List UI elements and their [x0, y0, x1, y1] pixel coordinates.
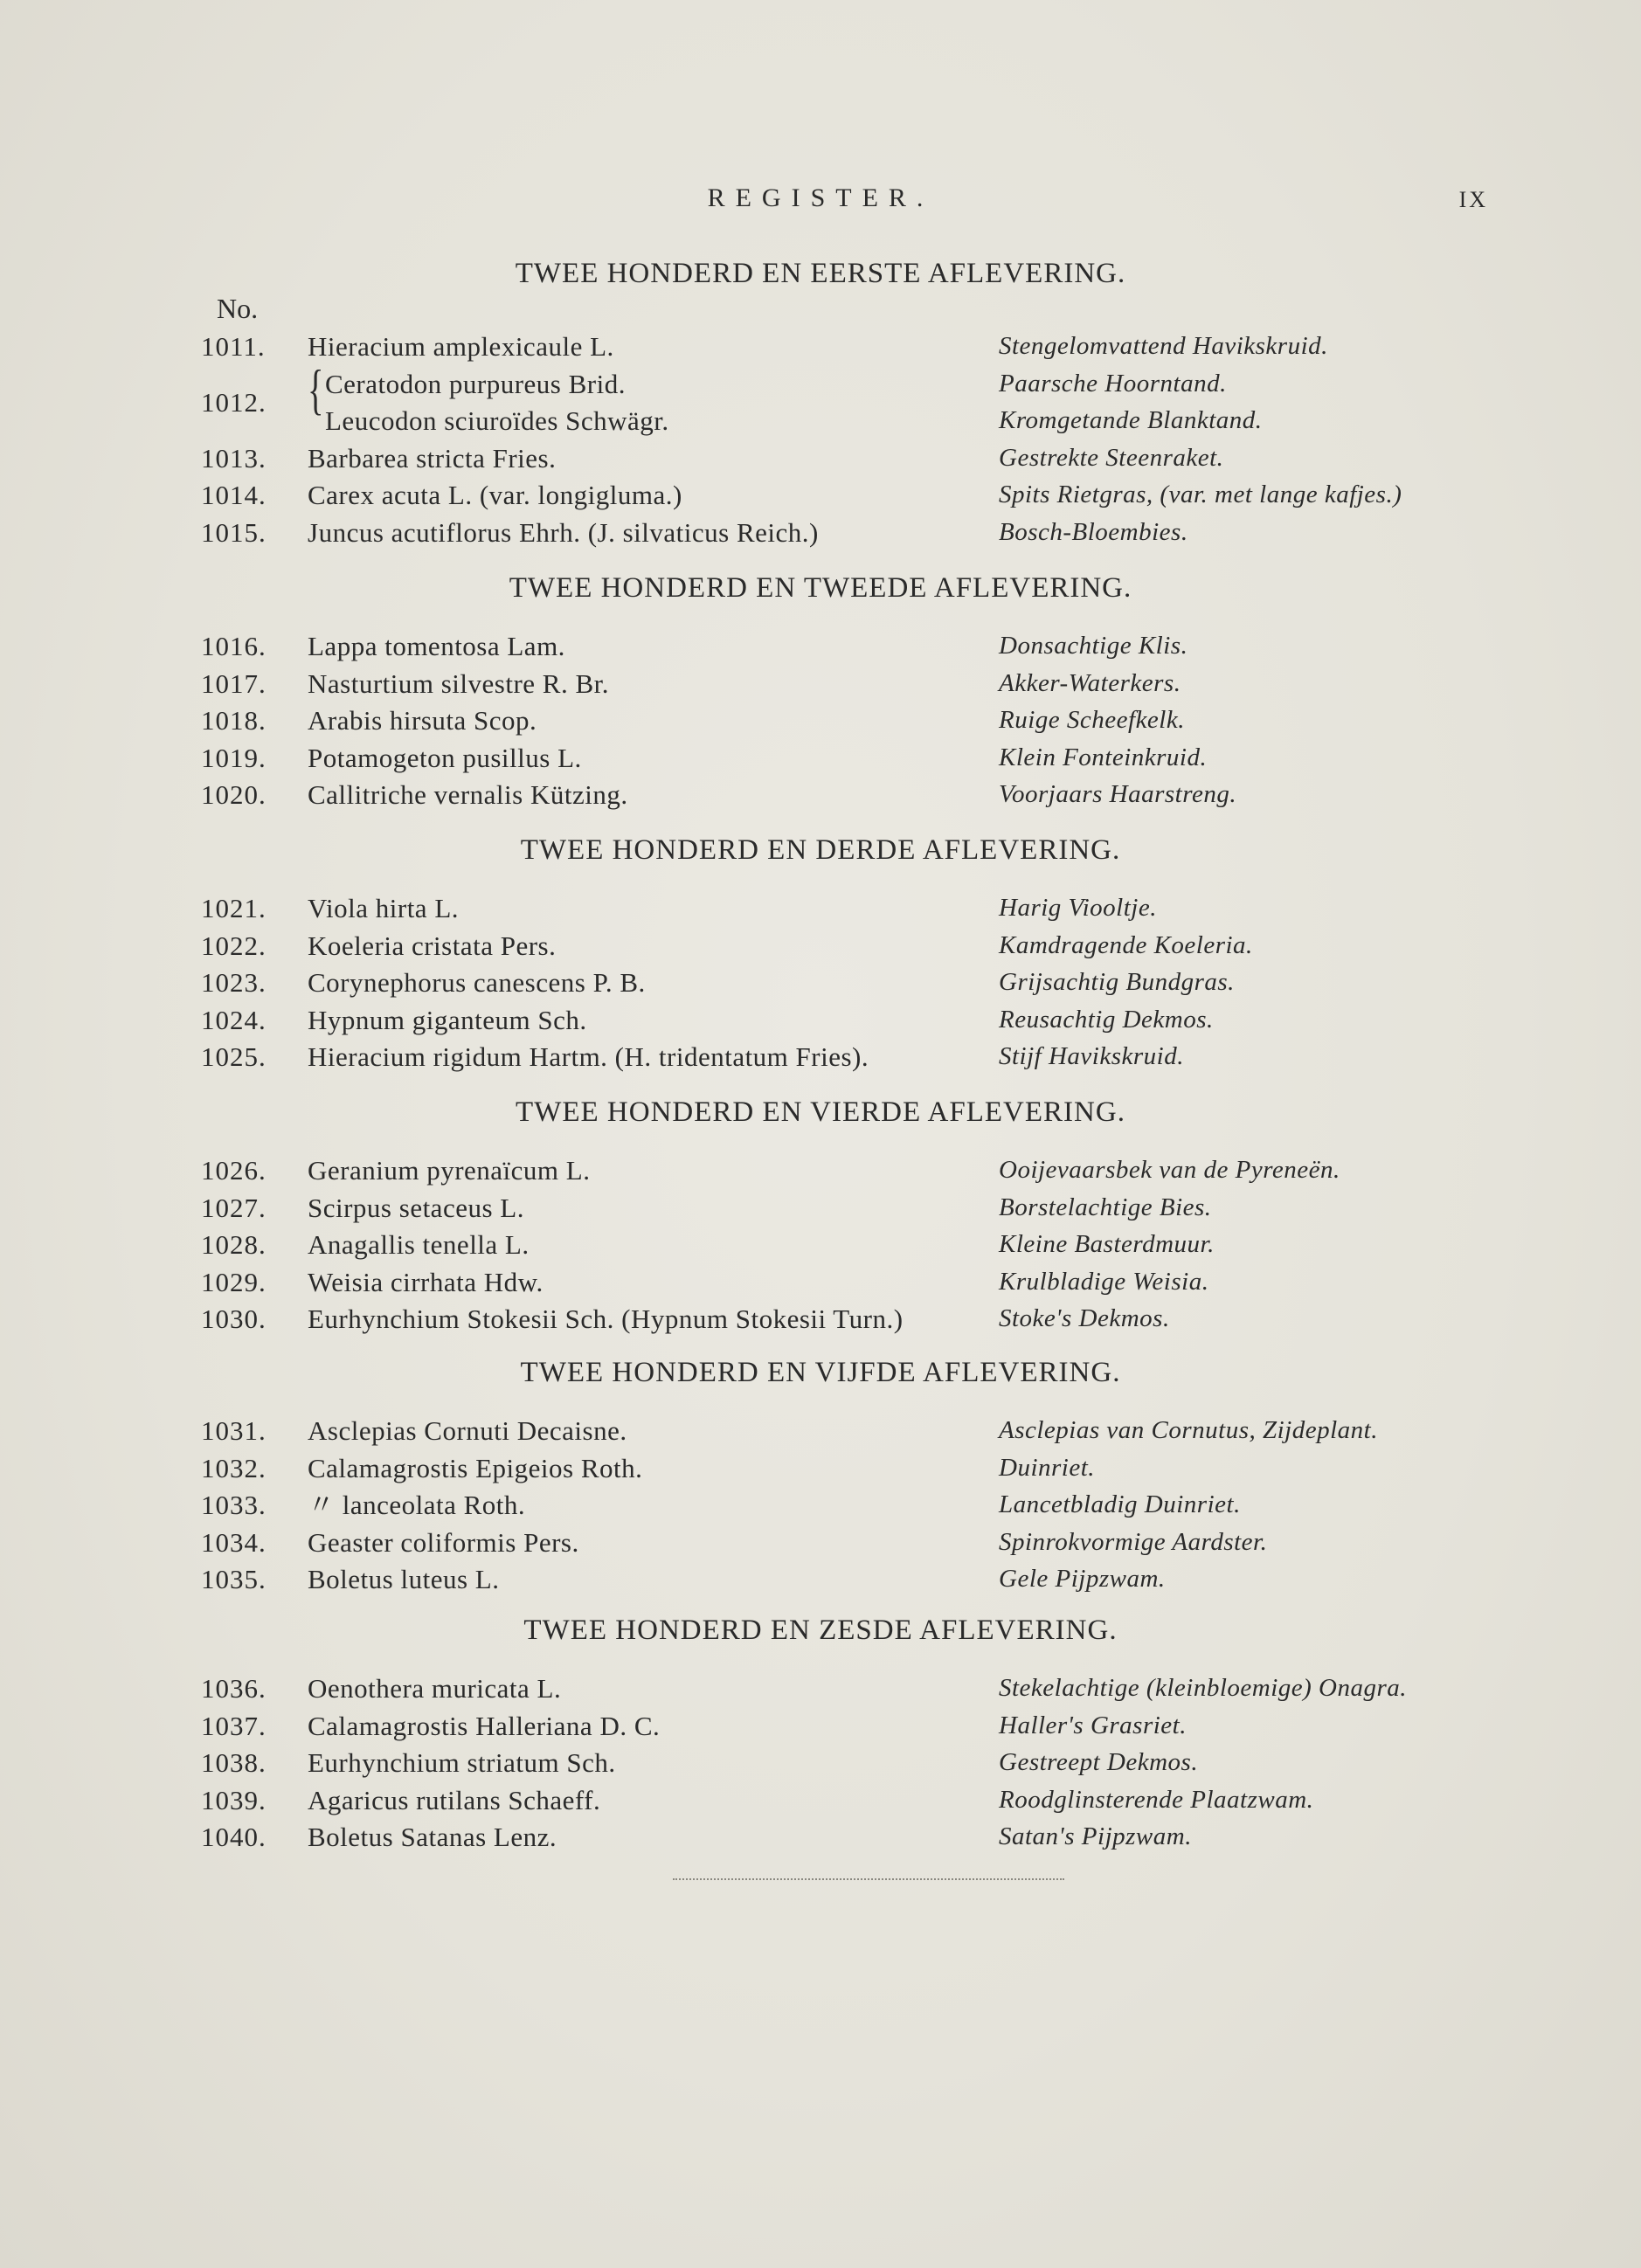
dutch-name: Harig Viooltje. — [999, 894, 1157, 922]
register-entry — [0, 889, 1641, 927]
register-entry — [0, 1560, 1641, 1598]
latin-name: Calamagrostis Halleriana D. C. — [308, 1710, 661, 1741]
entry-number: 1038. — [201, 1747, 267, 1778]
entry-number: 1024. — [201, 1004, 267, 1035]
register-entry — [0, 964, 1641, 1001]
dutch-name: Stoke's Dekmos. — [999, 1304, 1170, 1332]
latin-name: Leucodon sciuroïdes Schwägr. — [325, 405, 669, 436]
dutch-name: Haller's Grasriet. — [999, 1711, 1187, 1739]
register-entry — [0, 1524, 1641, 1561]
register-entry — [0, 476, 1641, 514]
latin-name: Boletus Satanas Lenz. — [308, 1822, 557, 1852]
dutch-name: Stengelomvattend Havikskruid. — [999, 332, 1328, 360]
entry-number: 1037. — [201, 1710, 267, 1741]
section-title: TWEE HONDERD EN VIERDE AFLEVERING. — [516, 1096, 1125, 1128]
register-entry — [0, 1189, 1641, 1227]
dutch-name: Grijsachtig Bundgras. — [999, 968, 1235, 996]
entry-number: 1023. — [201, 967, 267, 998]
latin-name: Juncus acutiflorus Ehrh. (J. silvaticus Reich.) — [308, 516, 819, 548]
register-entry — [0, 1001, 1641, 1039]
register-entry — [0, 1818, 1641, 1856]
entry-number: 1013. — [201, 442, 267, 474]
entry-number: 1032. — [201, 1452, 267, 1483]
latin-name: Geaster coliformis Pers. — [308, 1526, 579, 1558]
dutch-name: Stekelachtige (kleinbloemige) Onagra. — [999, 1674, 1408, 1702]
dutch-name: Krulbladige Weisia. — [999, 1267, 1209, 1296]
entry-number: 1016. — [201, 631, 267, 661]
latin-name: Viola hirta L. — [308, 893, 460, 923]
register-entry — [0, 702, 1641, 739]
dutch-name: Lancetbladig Duinriet. — [999, 1490, 1241, 1518]
dutch-name: Duinriet. — [999, 1453, 1096, 1482]
register-entry — [0, 1744, 1641, 1781]
latin-name: Barbarea stricta Fries. — [308, 442, 557, 474]
register-entry — [0, 1449, 1641, 1487]
entry-number: 1028. — [201, 1229, 267, 1260]
dutch-name: Spits Rietgras, (var. met lange kafjes.) — [999, 481, 1402, 508]
register-entry — [0, 739, 1641, 777]
latin-name: Nasturtium silvestre R. Br. — [308, 667, 610, 699]
latin-name: Hieracium rigidum Hartm. (H. tridentatum Fries). — [308, 1041, 869, 1072]
register-entry — [0, 1263, 1641, 1301]
register-entry — [0, 1412, 1641, 1449]
dutch-name: Bosch-Bloembies. — [999, 517, 1188, 546]
dutch-name: Kromgetande Blanktand. — [999, 406, 1263, 434]
number-column-label: No. — [217, 293, 259, 324]
latin-name: Oenothera muricata L. — [308, 1673, 562, 1704]
entry-number: 1011. — [201, 331, 266, 362]
register-entry — [0, 776, 1641, 813]
entry-number: 1030. — [201, 1303, 267, 1334]
register-entry — [0, 1226, 1641, 1263]
dutch-name: Satan's Pijpzwam. — [999, 1822, 1192, 1850]
latin-name: Potamogeton pusillus L. — [308, 742, 582, 773]
latin-name: Weisia cirrhata Hdw. — [308, 1266, 544, 1297]
entry-number: 1040. — [201, 1822, 267, 1852]
latin-name: Carex acuta L. (var. longigluma.) — [308, 480, 682, 510]
entry-number: 1012. — [201, 386, 267, 418]
dutch-name: Donsachtige Klis. — [999, 632, 1188, 660]
entry-number: 1021. — [201, 893, 267, 923]
dutch-name: Gestreept Dekmos. — [999, 1748, 1199, 1776]
register-entry — [0, 328, 1641, 365]
latin-name: Hieracium amplexicaule L. — [308, 331, 614, 362]
entry-number: 1031. — [201, 1415, 267, 1446]
section-title: TWEE HONDERD EN ZESDE AFLEVERING. — [523, 1615, 1118, 1646]
latin-name: Hypnum giganteum Sch. — [308, 1004, 587, 1035]
latin-name: Koeleria cristata Pers. — [308, 930, 557, 961]
latin-name: Agaricus rutilans Schaeff. — [308, 1784, 601, 1815]
register-entry — [0, 1781, 1641, 1819]
latin-name: Callitriche vernalis Kützing. — [308, 779, 628, 810]
page-number: IX — [1458, 187, 1488, 212]
entry-number: 1039. — [201, 1784, 267, 1815]
entry-number: 1033. — [201, 1490, 267, 1520]
dutch-name: Stijf Havikskruid. — [999, 1042, 1184, 1070]
register-entry — [0, 1300, 1641, 1338]
latin-name: 〃 lanceolata Roth. — [308, 1490, 526, 1520]
dutch-name: Paarsche Hoorntand. — [999, 369, 1227, 398]
entry-number: 1027. — [201, 1192, 267, 1223]
entry-number: 1036. — [201, 1673, 267, 1704]
dutch-name: Borstelachtige Bies. — [999, 1193, 1212, 1221]
dutch-name: Gestrekte Steenraket. — [999, 443, 1224, 472]
entry-number: 1026. — [201, 1155, 267, 1186]
section-title: TWEE HONDERD EN DERDE AFLEVERING. — [520, 834, 1121, 866]
latin-name: Arabis hirsuta Scop. — [308, 705, 537, 736]
entry-number: 1029. — [201, 1266, 267, 1297]
entry-number: 1017. — [201, 667, 267, 699]
latin-name: Ceratodon purpureus Brid. — [325, 368, 626, 399]
dutch-name: Asclepias van Cornutus, Zijdeplant. — [999, 1416, 1378, 1444]
section-title: TWEE HONDERD EN VIJFDE AFLEVERING. — [520, 1357, 1121, 1388]
dutch-name: Voorjaars Haarstreng. — [999, 780, 1237, 808]
register-entry — [0, 627, 1641, 665]
dutch-name: Roodglinsterende Plaatzwam. — [999, 1785, 1314, 1814]
grouping-brace: { — [308, 357, 324, 420]
latin-name: Lappa tomentosa Lam. — [308, 631, 565, 661]
dutch-name: Kamdragende Koeleria. — [999, 930, 1253, 959]
page-title: REGISTER. — [707, 183, 934, 212]
entry-number: 1019. — [201, 742, 267, 773]
entry-number: 1025. — [201, 1041, 267, 1072]
dutch-name: Klein Fonteinkruid. — [999, 743, 1208, 771]
register-entry — [0, 1151, 1641, 1189]
register-entry — [0, 1707, 1641, 1745]
entry-number: 1020. — [201, 779, 267, 810]
entry-number: 1014. — [201, 480, 267, 510]
latin-name: Calamagrostis Epigeios Roth. — [308, 1452, 643, 1483]
entry-number: 1035. — [201, 1564, 267, 1594]
dutch-name: Gele Pijpzwam. — [999, 1565, 1166, 1593]
register-entry — [0, 439, 1641, 477]
entry-number: 1022. — [201, 930, 267, 961]
dutch-name: Kleine Basterdmuur. — [999, 1230, 1215, 1258]
section-title: TWEE HONDERD EN EERSTE AFLEVERING. — [515, 258, 1126, 289]
latin-name: Boletus luteus L. — [308, 1564, 500, 1594]
register-entry — [0, 402, 1641, 439]
register-entry — [0, 1038, 1641, 1075]
dutch-name: Ooijevaarsbek van de Pyreneën. — [999, 1156, 1340, 1184]
register-entry — [0, 1670, 1641, 1707]
dutch-name: Akker-Waterkers. — [999, 668, 1181, 697]
dutch-name: Reusachtig Dekmos. — [999, 1005, 1214, 1034]
latin-name: Eurhynchium striatum Sch. — [308, 1747, 616, 1778]
dutch-name: Spinrokvormige Aardster. — [999, 1527, 1268, 1556]
register-entry — [0, 514, 1641, 551]
section-title: TWEE HONDERD EN TWEEDE AFLEVERING. — [509, 572, 1132, 604]
latin-name: Asclepias Cornuti Decaisne. — [308, 1415, 627, 1446]
entry-number: 1018. — [201, 705, 267, 736]
dutch-name: Ruige Scheefkelk. — [999, 706, 1185, 734]
register-entry — [0, 1486, 1641, 1524]
latin-name: Anagallis tenella L. — [308, 1229, 530, 1260]
page-header — [0, 183, 1641, 227]
latin-name: Corynephorus canescens P. B. — [308, 967, 646, 998]
entry-number: 1034. — [201, 1526, 267, 1558]
entry-number: 1015. — [201, 516, 267, 548]
latin-name: Scirpus setaceus L. — [308, 1192, 524, 1223]
register-entry — [0, 927, 1641, 965]
register-entry — [0, 665, 1641, 702]
latin-name: Geranium pyrenaïcum L. — [308, 1155, 591, 1186]
latin-name: Eurhynchium Stokesii Sch. (Hypnum Stokesii Turn.) — [308, 1303, 904, 1334]
end-divider — [673, 1878, 1064, 1880]
